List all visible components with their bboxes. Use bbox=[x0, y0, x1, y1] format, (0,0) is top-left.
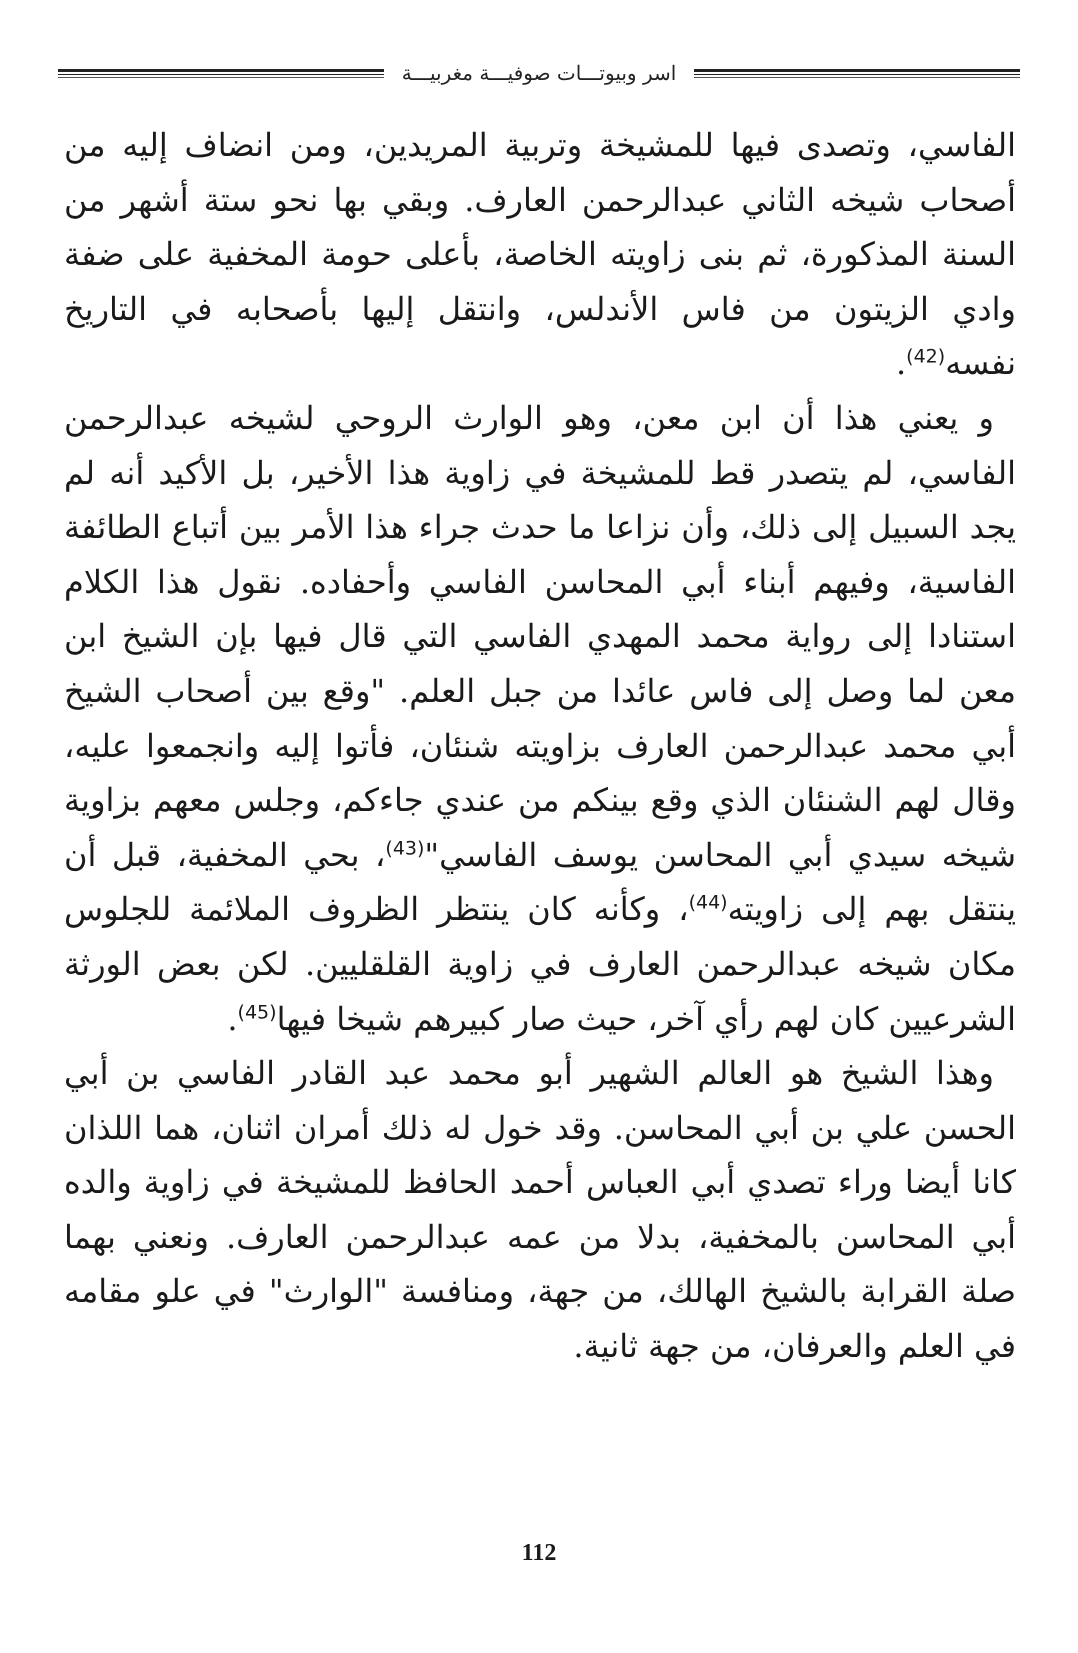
paragraph-2-text: و يعني هذا أن ابن معن، وهو الوارث الروحي لشيخه عبدالرحمن الفاسي، لم يتصدر قط للمشيخة في زاوية هذا الأخير، بل الأكيد أنه لم يجد السبيل إلى ذلك، وأن نزاعا ما حدث جراء هذا الأمر بين أتباع الطائفة الفاسية، وفيهم أبناء أبي المحاسن الفاسي وأحفاده. نقول هذا الكلام استنادا إلى رواية محمد المهدي الفاسي التي قال فيها بإن الشيخ ابن معن لما وصل إلى فاس عائدا من جبل العلم. "وقع بين أصحاب الشيخ أبي محمد عبدالرحمن العارف بزاويته شنئان، فأتوا إليه وانجمعوا عليه، وقال لهم الشنئان الذي وقع بينكم من عندي جاءكم، وجلس معهم بزاوية شيخه سيدي أبي المحاسن يوسف الفاسي" bbox=[64, 398, 1017, 874]
header-rule-right bbox=[694, 69, 1020, 78]
footnote-ref-44: (44) bbox=[688, 891, 728, 914]
paragraph-1 bbox=[64, 118, 1016, 391]
paragraph-2 bbox=[64, 391, 1016, 1046]
footnote-ref-45: (45) bbox=[237, 1000, 277, 1023]
paragraph-2-text2: ، وكأنه كان ينتظر الظروف الملائمة للجلوس مكان شيخه عبدالرحمن العارف في زاوية القلقليين. لكن بعض الورثة الشرعيين كان لهم رأي آخر، حيث صار كبيرهم شيخا فيها bbox=[64, 890, 1016, 1038]
footnote-ref-42: (42) bbox=[906, 345, 946, 368]
footnote-ref-43: (43) bbox=[385, 837, 425, 860]
header-rule-left bbox=[58, 69, 384, 78]
page-number: 112 bbox=[521, 1540, 557, 1566]
header-title: اسر وبيوتـــات صوفيـــة مغربيـــة bbox=[401, 61, 677, 85]
paragraph-2-mid: ، بحي المخفية، قبل أن ينتقل بهم إلى زاويته bbox=[64, 835, 1016, 929]
paragraph-3-text: وهذا الشيخ هو العالم الشهير أبو محمد عبد القادر الفاسي بن أبي الحسن علي بن أبي المحاسن. وقد خول له ذلك أمران اثنان، هما اللذان كانا أيضا وراء تصدي أبي العباس أحمد الحافظ للمشيخة في زاوية والده أبي المحاسن بالمخفية، بدلا من عمه عبدالرحمن العارف. ونعني بهما صلة القرابة بالشيخ الهالك، من جهة، ومنافسة "الوارث" في علو مقامه في العلم والعرفان، من جهة ثانية. bbox=[64, 1054, 1017, 1366]
paragraph-1-tail: . bbox=[896, 344, 907, 383]
body-text bbox=[64, 118, 1016, 1374]
paragraph-1-text: الفاسي، وتصدى فيها للمشيخة وتربية المريدين، ومن انضاف إليه من أصحاب شيخه الثاني عبدالرحمن العارف. وبقي بها نحو ستة أشهر من السنة المذكورة، ثم بنى زاويته الخاصة، بأعلى حومة المخفية على ضفة وادي الزيتون من فاس الأندلس، وانتقل إليها بأصحابه في التاريخ نفسه bbox=[64, 126, 1017, 383]
paragraph-2-tail: . bbox=[227, 999, 238, 1038]
running-header bbox=[58, 56, 1020, 90]
paragraph-3 bbox=[64, 1046, 1016, 1374]
